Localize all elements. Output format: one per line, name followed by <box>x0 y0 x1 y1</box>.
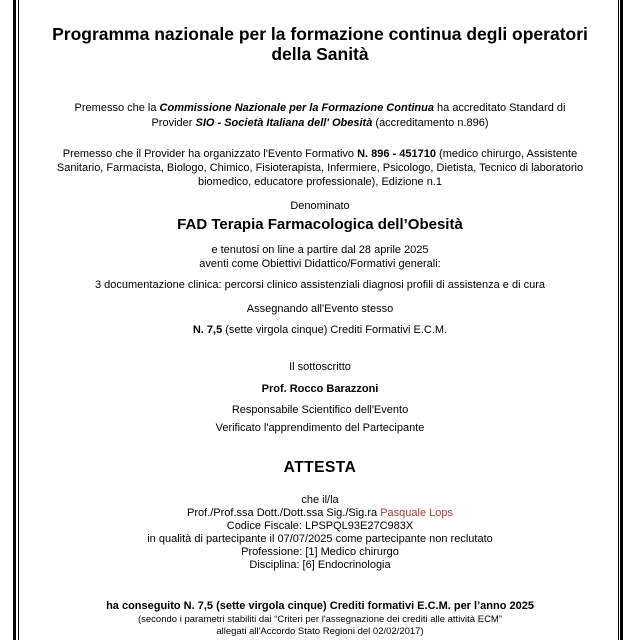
premise-accreditation <box>60 101 580 131</box>
participant-block <box>30 494 610 572</box>
premise-event-post: (medico chirurgo, Assistente Sanitario, Farmacista, Biologo, Chimico, Fisioterapista, Infermiere, Psicologo, Dietista, Tecnico di laboratorio biomedico, educatore professionale), Edizione n.1 <box>56 148 584 188</box>
provider-name: SIO - Società Italiana dell' Obesità <box>195 117 373 129</box>
premise-event <box>52 147 588 189</box>
scientific-director-name: Prof. Rocco Barazzoni <box>261 383 379 395</box>
premise-accreditation-pre: Premesso che la <box>74 102 160 114</box>
event-details <box>30 243 610 271</box>
event-code: N. 896 - 451710 <box>357 148 436 160</box>
undersigned-label: Il sottoscritto <box>289 361 351 373</box>
premise-event-pre: Premesso che il Provider ha organizzato l'Evento Formativo <box>62 148 358 160</box>
footnote <box>30 614 610 637</box>
objective-line: 3 documentazione clinica: percorsi clinico assistenziali diagnosi profili di assistenza e di cura <box>94 279 545 291</box>
result-line: ha conseguito N. 7,5 (sette virgola cinque) Crediti formativi E.C.M. per l’anno 2025 <box>106 600 534 612</box>
held-online-line: e tenutosi on line a partire dal 28 aprile 2025 <box>211 244 429 256</box>
assigning-line: Assegnando all'Evento stesso <box>246 303 394 315</box>
objectives-intro: aventi come Obiettivi Didattico/Formativi generali: <box>199 258 441 270</box>
profession-line: Professione: [1] Medico chirurgo <box>241 546 399 558</box>
participant-titles-line <box>30 507 610 520</box>
doc-title: Programma nazionale per la formazione continua degli operatori della Sanità <box>52 24 588 64</box>
certificate-content <box>30 0 610 637</box>
commission-name: Commissione Nazionale per la Formazione Continua <box>159 102 434 114</box>
discipline-line: Disciplina: [6] Endocrinologia <box>249 559 391 571</box>
participation-line: in qualità di partecipante il 07/07/2025 come partecipante non reclutato <box>147 533 493 545</box>
denominato-label: Denominato <box>290 200 350 212</box>
footnote-line-2: allegati all'Accordo Stato Regioni del 02/02/2017) <box>216 625 424 637</box>
footnote-line-1: (secondo i parametri stabiliti dai “Criteri per l'assegnazione dei crediti alle attività ECM” <box>137 614 503 625</box>
participant-name: Pasquale Lops <box>380 507 453 519</box>
director-role: Responsabile Scientifico dell'Evento <box>231 404 409 416</box>
verification-line: Verificato l'apprendimento del Partecipante <box>215 422 425 434</box>
participant-intro: che il/la <box>301 494 339 506</box>
participant-titles-prefix: Prof./Prof.ssa Dott./Dott.ssa Sig./Sig.ra <box>187 507 381 519</box>
premise-accreditation-mid: ha accreditato Standard di Provider <box>151 102 566 129</box>
credits-line <box>30 324 610 337</box>
accreditation-number: (accreditamento n.896) <box>372 117 489 129</box>
attesta-heading: ATTESTA <box>283 459 357 476</box>
credits-rest: (sette virgola cinque) Crediti Formativi E.C.M. <box>222 324 448 336</box>
event-title: FAD Terapia Farmacologica dell’Obesità <box>177 216 463 233</box>
codice-fiscale-line: Codice Fiscale: LPSPQL93E27C983X <box>226 520 414 532</box>
credits-value: N. 7,5 <box>192 324 223 336</box>
